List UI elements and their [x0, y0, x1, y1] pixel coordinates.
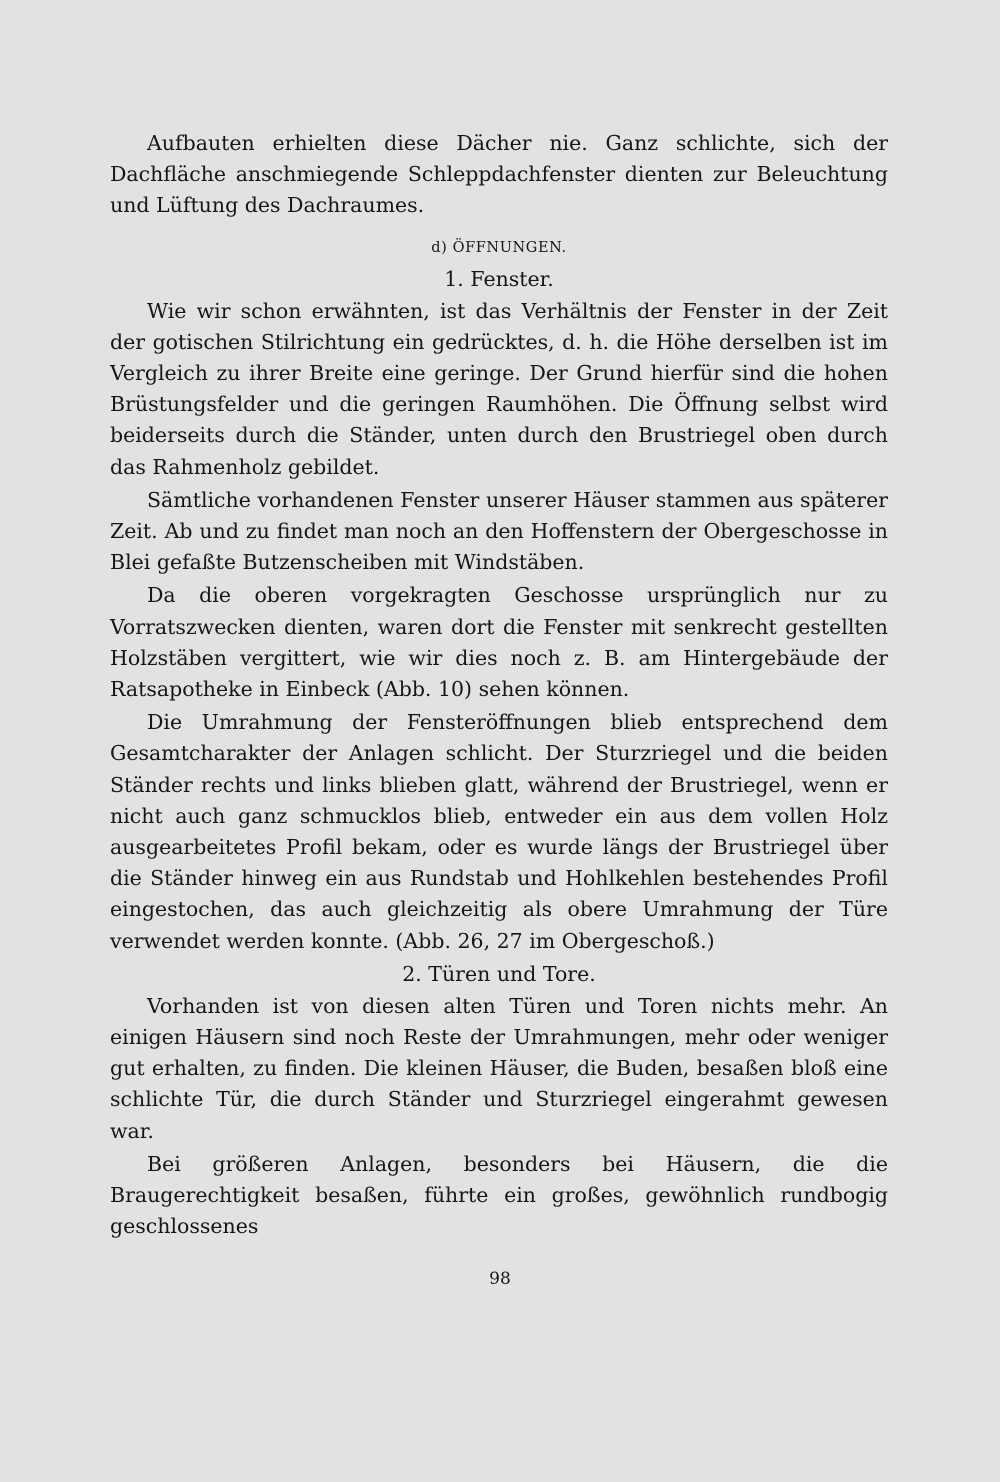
- subsection-title-tueren: 2. Türen und Tore.: [402, 961, 596, 986]
- subsection-title-fenster: 1. Fenster.: [444, 266, 554, 291]
- paragraph-fenster-4: Die Umrahmung der Fensteröffnungen blieb entsprechend dem Gesamtcharakter der Anlagen schlicht. Der Sturzriegel und die beiden Ständer rechts und links blieben glatt, während der Brustriegel, wenn er nicht auch ganz schmucklos blieb, entweder ein aus dem vollen Holz ausgearbeitetes Profil bekam, oder es wurde längs der Brustriegel über die Ständer hinweg ein aus Rundstab und Hohlkehlen bestehendes Profil eingestochen, das auch gleichzeitig als obere Umrahmung der Türe verwendet werden konnte. (Abb. 26, 27 im Obergeschoß.): [110, 710, 888, 953]
- paragraph-fenster-2: Sämtliche vorhandenen Fenster unserer Häuser stammen aus späterer Zeit. Ab und zu findet man noch an den Hoffenstern der Obergeschosse in Blei gefaßte Butzenscheiben mit Windstäben.: [110, 487, 888, 575]
- paragraph-fenster-3: Da die oberen vorgekragten Geschosse ursprünglich nur zu Vorratszwecken dienten, waren dort die Fenster mit senkrecht gestellten Holzstäben vergittert, wie wir dies noch z. B. am Hintergebäude der Ratsapotheke in Einbeck (Abb. 10) sehen können.: [110, 583, 888, 702]
- section-heading: d) ÖFFNUNGEN.: [431, 239, 567, 256]
- page-body: [110, 128, 888, 1243]
- paragraph-intro: Aufbauten erhielten diese Dächer nie. Ganz schlichte, sich der Dachfläche anschmiegende Schleppdachfenster dienten zur Beleuchtung und Lüftung des Dachraumes.: [110, 131, 888, 218]
- page-number: 98: [489, 1269, 511, 1289]
- paragraph-fenster-1: Wie wir schon erwähnten, ist das Verhältnis der Fenster in der Zeit der gotischen Stilrichtung ein gedrücktes, d. h. die Höhe derselben ist im Vergleich zu ihrer Breite eine geringe. Der Grund hierfür sind die hohen Brüstungsfelder und die geringen Raumhöhen. Die Öffnung selbst wird beiderseits durch die Ständer, unten durch den Brustriegel oben durch das Rahmenholz gebildet.: [110, 298, 888, 479]
- paragraph-tueren-2: Bei größeren Anlagen, besonders bei Häusern, die die Braugerechtigkeit besaßen, führte ein großes, gewöhnlich rundbogig geschlossenes: [110, 1151, 888, 1239]
- paragraph-tueren-1: Vorhanden ist von diesen alten Türen und Toren nichts mehr. An einigen Häusern sind noch Reste der Umrahmungen, mehr oder weniger gut erhalten, zu finden. Die kleinen Häuser, die Buden, besaßen bloß eine schlichte Tür, die durch Ständer und Sturzriegel eingerahmt gewesen war.: [110, 993, 888, 1143]
